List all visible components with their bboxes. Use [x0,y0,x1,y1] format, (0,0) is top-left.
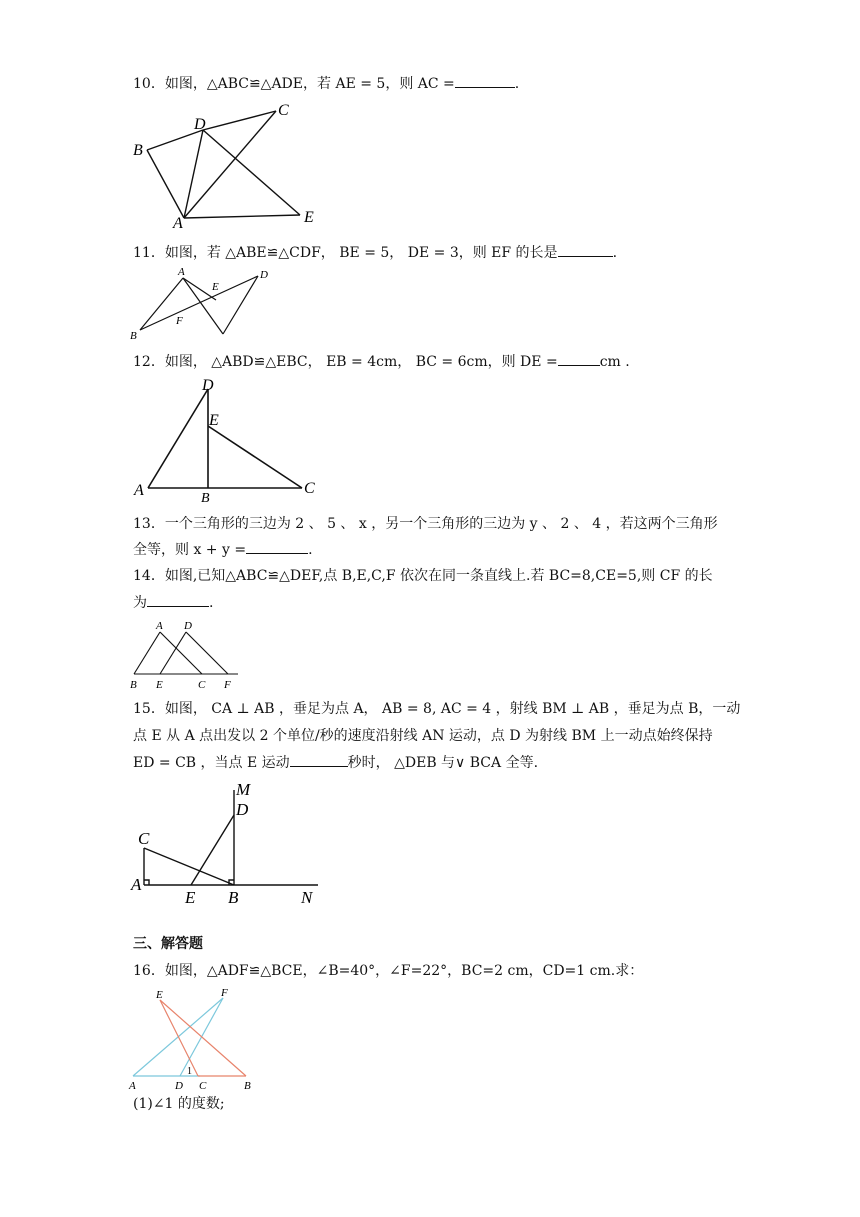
q15-label-b: B [228,888,239,907]
q15-answer-blank[interactable] [290,752,348,767]
triangle-bce [160,1000,246,1076]
q15-text-line1: 15．如图， CA ⊥ AB ，垂足为点 A， AB = 8, AC = 4 ，射线 BM ⊥ AB ，垂足为点 B，一动 [133,701,741,717]
q15-label-d: D [236,800,249,819]
q14-label-f: F [224,679,231,691]
q12-label-b: B [201,491,210,506]
q11-figure [128,266,278,342]
q15-figure [128,778,328,910]
q10-label-c: C [278,102,289,119]
q10-label-a: A [173,215,183,232]
q15-label-e: E [185,888,196,907]
q10-label-e: E [304,209,314,226]
q11-label-b: B [130,330,137,342]
q12-label-e: E [209,412,219,429]
q11-label-f: F [176,315,183,327]
section-heading: 三、解答题 [133,936,203,952]
q11-label-d: D [260,269,268,281]
q15-label-n: N [301,888,313,907]
q15-label-c: C [138,829,150,848]
q10-text: 10．如图，△ABC≌△ADE，若 AE = 5，则 AC = . [133,73,519,94]
q14-label-e: E [156,679,163,691]
q14-text-line1: 14．如图,已知△ABC≌△DEF,点 B,E,C,F 依次在同一条直线上.若 BC=8,CE=5,则 CF 的长 [133,568,713,584]
q16-label-f: F [221,987,228,999]
q10-figure [130,100,330,230]
q14-label-c: C [198,679,206,691]
q13-text-line2: 全等，则 x + y = . [133,539,313,560]
q11-text: 11．如图，若 △ABE≌△CDF， BE = 5， DE = 3，则 EF 的长是 . [133,242,617,263]
q12-label-d: D [202,377,214,394]
q11-label-e: E [212,281,219,293]
q11-label-a: A [178,266,185,278]
q16-label-b: B [244,1080,251,1092]
q10-label-d: D [194,116,206,133]
q16-figure [128,986,268,1092]
q12-label-a: A [134,482,144,499]
q14-label-d: D [184,620,192,632]
q14-text-line2: 为 . [133,592,213,613]
q16-sub1: (1)∠1 的度数; [133,1096,225,1112]
q16-label-c: C [199,1080,207,1092]
q14-label-b: B [130,679,137,691]
q15-text-line3: ED = CB ，当点 E 运动 秒时， △DEB 与∨ BCA 全等. [133,752,538,773]
q16-label-a: A [129,1080,136,1092]
q12-text: 12．如图， △ABD≌△EBC， EB = 4cm， BC = 6cm，则 DE = cm . [133,351,630,372]
q16-text: 16．如图，△ADF≌△BCE，∠B=40°，∠F=22°，BC=2 cm，CD=1 cm.求： [133,963,644,979]
q15-text-line2: 点 E 从 A 点出发以 2 个单位/秒的速度沿射线 AN 运动，点 D 为射线 BM 上一动点始终保持 [133,728,713,744]
q16-angle-1-label: 1 [187,1066,192,1077]
q16-label-e: E [156,989,163,1001]
q14-answer-blank[interactable] [147,592,209,607]
q11-answer-blank[interactable] [558,242,613,257]
q12-label-c: C [304,480,315,497]
q12-figure [130,376,330,506]
q14-label-a: A [156,620,163,632]
q13-answer-blank[interactable] [246,539,308,554]
q10-answer-blank[interactable] [455,73,515,88]
q15-label-a: A [131,875,142,894]
q13-text-line1: 13．一个三角形的三边为 2 、 5 、 x ，另一个三角形的三边为 y 、 2 、 4 ，若这两个三角形 [133,516,718,532]
q12-answer-blank[interactable] [558,351,600,366]
q16-label-d: D [175,1080,183,1092]
q15-label-m: M [236,780,251,799]
q14-figure [128,616,248,692]
q10-label-b: B [133,142,143,159]
